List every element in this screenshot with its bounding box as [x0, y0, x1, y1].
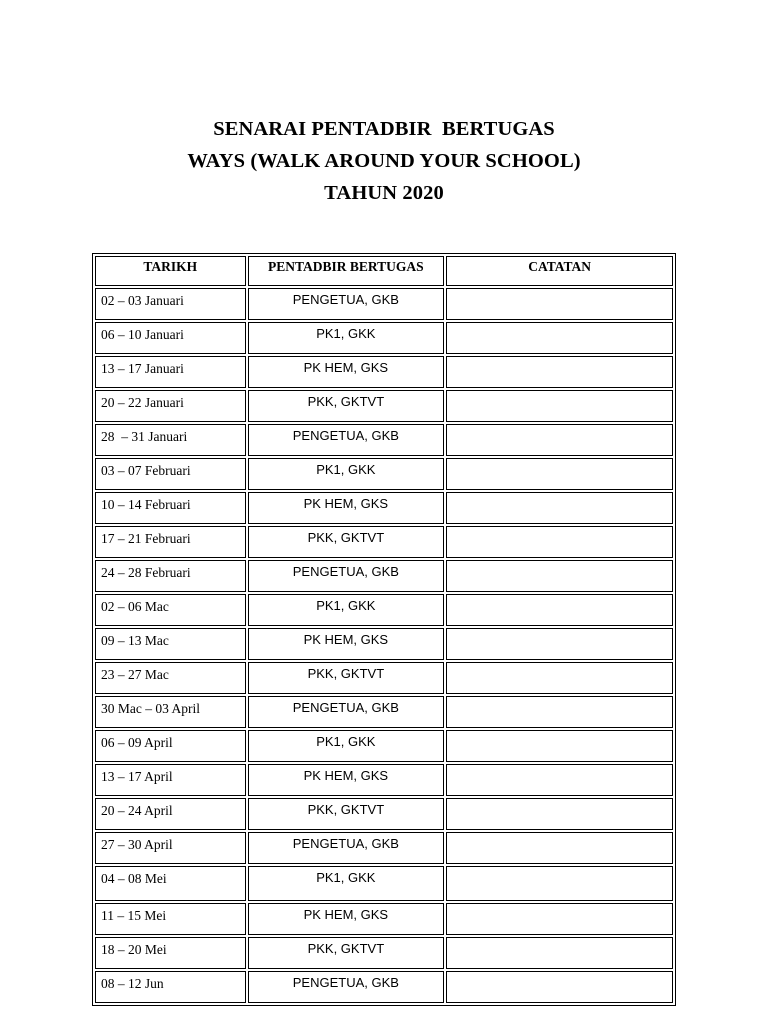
title-line-3: TAHUN 2020 [324, 182, 444, 204]
row-admin-cell: PK HEM, GKS [248, 356, 445, 388]
title-line-2: WAYS (WALK AROUND YOUR SCHOOL) [187, 150, 581, 172]
row-date-cell: 06 – 10 Januari [95, 322, 246, 354]
row-date-cell: 03 – 07 Februari [95, 458, 246, 490]
table-row [95, 832, 673, 864]
row-date-cell: 04 – 08 Mei [95, 866, 246, 901]
row-admin-cell: PK1, GKK [248, 866, 445, 901]
row-notes-cell [446, 764, 673, 796]
table-row [95, 764, 673, 796]
row-notes-cell [446, 971, 673, 1003]
row-date-cell: 06 – 09 April [95, 730, 246, 762]
row-admin-cell: PENGETUA, GKB [248, 696, 445, 728]
table-row [95, 866, 673, 901]
table-row [95, 458, 673, 490]
row-date-cell: 13 – 17 April [95, 764, 246, 796]
table-row [95, 356, 673, 388]
row-date-cell: 02 – 06 Mac [95, 594, 246, 626]
row-notes-cell [446, 458, 673, 490]
row-date-cell: 20 – 24 April [95, 798, 246, 830]
table-row [95, 594, 673, 626]
row-admin-cell: PENGETUA, GKB [248, 560, 445, 592]
row-admin-cell: PKK, GKTVT [248, 937, 445, 969]
table-row [95, 560, 673, 592]
row-admin-cell: PK HEM, GKS [248, 628, 445, 660]
row-notes-cell [446, 356, 673, 388]
row-date-cell: 23 – 27 Mac [95, 662, 246, 694]
row-notes-cell [446, 424, 673, 456]
row-admin-cell: PK1, GKK [248, 322, 445, 354]
table-row [95, 937, 673, 969]
table-row [95, 390, 673, 422]
table-row [95, 628, 673, 660]
row-notes-cell [446, 937, 673, 969]
table-row [95, 526, 673, 558]
row-notes-cell [446, 288, 673, 320]
table-row [95, 492, 673, 524]
row-admin-cell: PK HEM, GKS [248, 764, 445, 796]
row-date-cell: 17 – 21 Februari [95, 526, 246, 558]
header-notes: CATATAN [446, 256, 673, 286]
row-admin-cell: PK HEM, GKS [248, 903, 445, 935]
row-notes-cell [446, 628, 673, 660]
row-notes-cell [446, 322, 673, 354]
title-line-1: SENARAI PENTADBIR BERTUGAS [213, 118, 555, 140]
row-admin-cell: PKK, GKTVT [248, 526, 445, 558]
row-date-cell: 02 – 03 Januari [95, 288, 246, 320]
table-row [95, 730, 673, 762]
table-row [95, 322, 673, 354]
row-notes-cell [446, 696, 673, 728]
row-date-cell: 09 – 13 Mac [95, 628, 246, 660]
row-notes-cell [446, 390, 673, 422]
row-notes-cell [446, 832, 673, 864]
row-admin-cell: PK1, GKK [248, 594, 445, 626]
header-admin: PENTADBIR BERTUGAS [248, 256, 445, 286]
duty-schedule-table [92, 253, 676, 1006]
row-admin-cell: PENGETUA, GKB [248, 424, 445, 456]
row-notes-cell [446, 526, 673, 558]
table-row [95, 662, 673, 694]
row-admin-cell: PENGETUA, GKB [248, 832, 445, 864]
row-notes-cell [446, 730, 673, 762]
table-row [95, 971, 673, 1003]
row-notes-cell [446, 866, 673, 901]
row-admin-cell: PKK, GKTVT [248, 662, 445, 694]
row-date-cell: 08 – 12 Jun [95, 971, 246, 1003]
row-admin-cell: PENGETUA, GKB [248, 288, 445, 320]
row-notes-cell [446, 594, 673, 626]
row-notes-cell [446, 903, 673, 935]
row-notes-cell [446, 560, 673, 592]
row-notes-cell [446, 492, 673, 524]
row-date-cell: 13 – 17 Januari [95, 356, 246, 388]
table-row [95, 288, 673, 320]
row-date-cell: 24 – 28 Februari [95, 560, 246, 592]
table-row [95, 424, 673, 456]
row-date-cell: 11 – 15 Mei [95, 903, 246, 935]
row-admin-cell: PKK, GKTVT [248, 390, 445, 422]
row-notes-cell [446, 798, 673, 830]
row-notes-cell [446, 662, 673, 694]
table-row [95, 903, 673, 935]
row-date-cell: 18 – 20 Mei [95, 937, 246, 969]
row-admin-cell: PKK, GKTVT [248, 798, 445, 830]
header-date: TARIKH [95, 256, 246, 286]
row-date-cell: 20 – 22 Januari [95, 390, 246, 422]
table-header-row [95, 256, 673, 286]
row-date-cell: 28 – 31 Januari [95, 424, 246, 456]
row-admin-cell: PENGETUA, GKB [248, 971, 445, 1003]
row-date-cell: 27 – 30 April [95, 832, 246, 864]
row-admin-cell: PK HEM, GKS [248, 492, 445, 524]
row-admin-cell: PK1, GKK [248, 458, 445, 490]
table-row [95, 798, 673, 830]
document-title [0, 113, 768, 209]
table-row [95, 696, 673, 728]
row-date-cell: 30 Mac – 03 April [95, 696, 246, 728]
row-admin-cell: PK1, GKK [248, 730, 445, 762]
row-date-cell: 10 – 14 Februari [95, 492, 246, 524]
